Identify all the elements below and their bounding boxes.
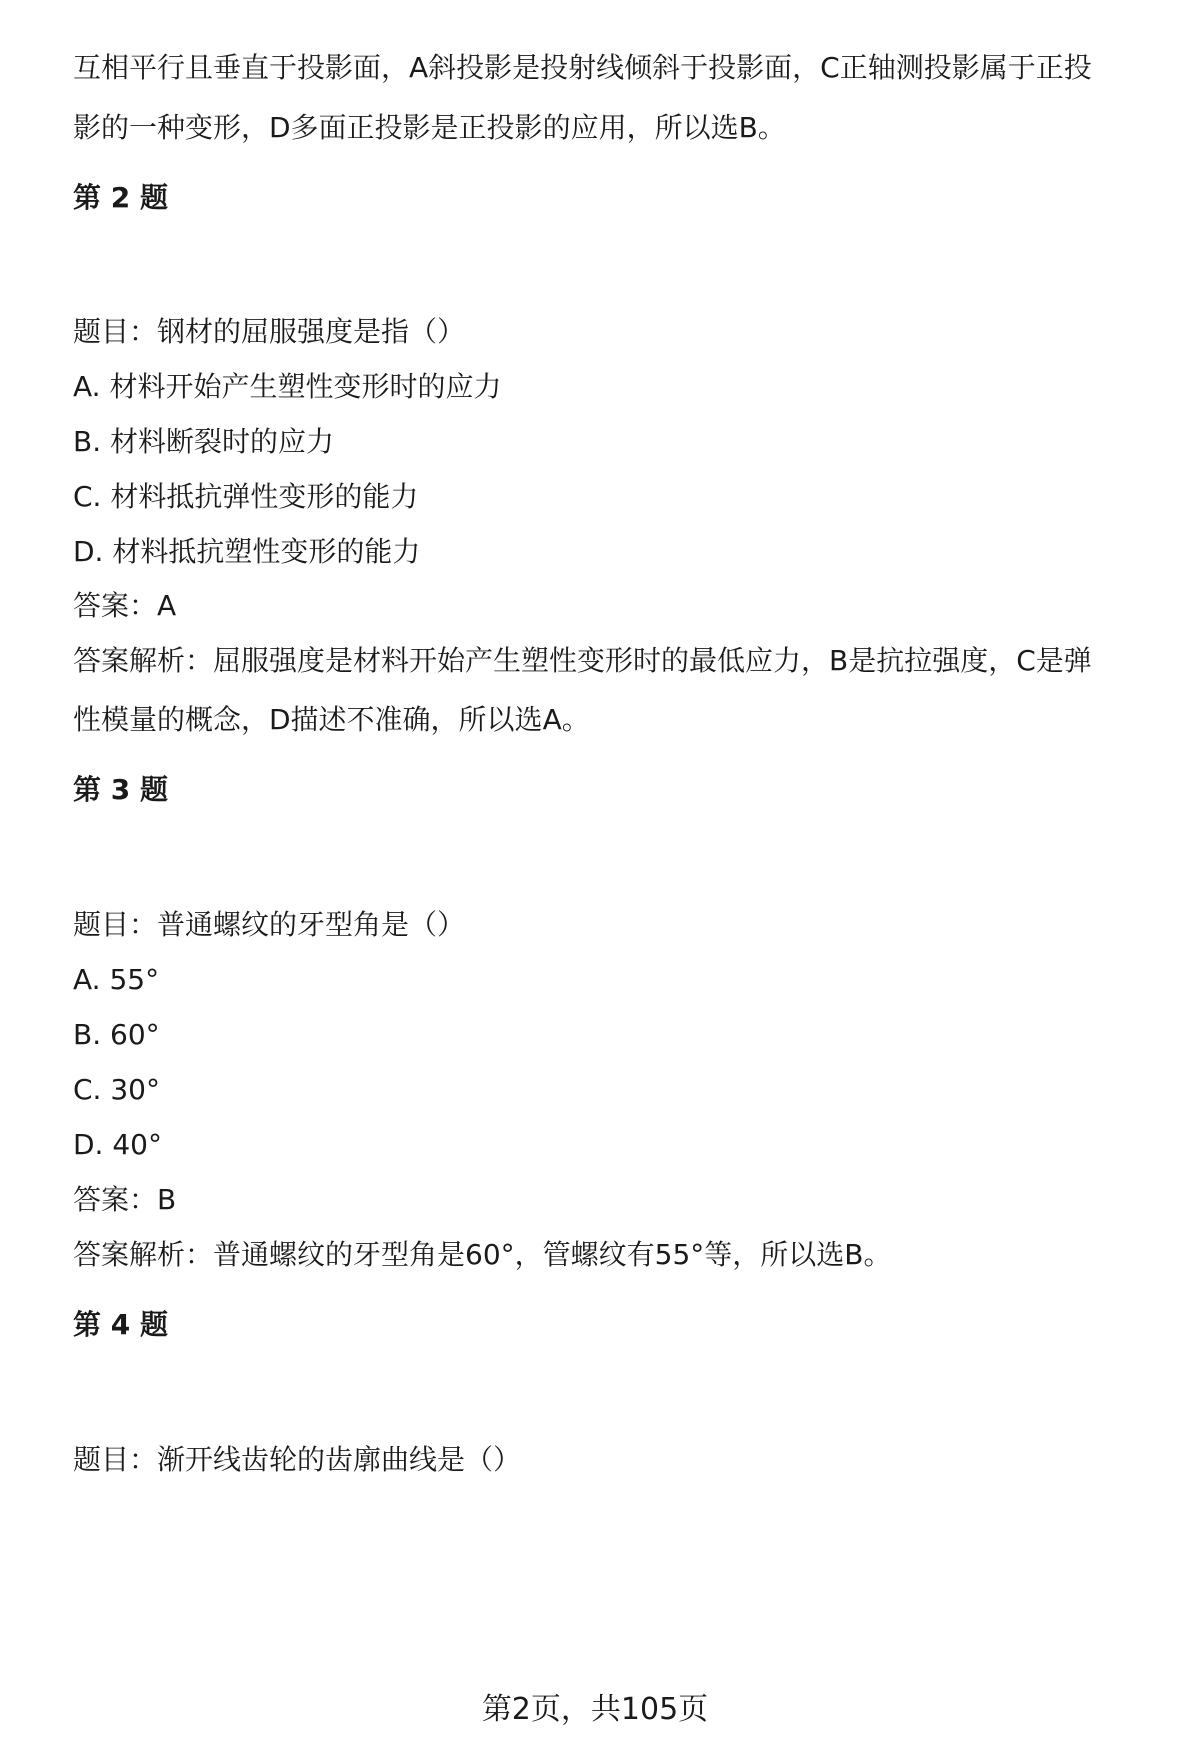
question-2-text: 题目：钢材的屈服强度是指（）: [73, 315, 466, 348]
question-3-option-a: A. 55°: [73, 963, 160, 996]
page-number-footer: 第2页，共105页: [481, 1692, 709, 1727]
question-4-text: 题目：渐开线齿轮的齿廓曲线是（）: [73, 1443, 522, 1476]
intro-text-line-2: 影的一种变形，D多面正投影是正投影的应用，所以选B。: [73, 111, 786, 144]
question-3-analysis-line-1: 答案解析：普通螺纹的牙型角是60°，管螺纹有55°等，所以选B。: [73, 1238, 892, 1271]
question-2-answer: 答案：A: [73, 589, 177, 622]
question-3-answer: 答案：B: [73, 1183, 177, 1216]
question-3-option-b: B. 60°: [73, 1018, 160, 1051]
question-3-option-c: C. 30°: [73, 1073, 160, 1106]
question-2-option-c: C. 材料抵抗弹性变形的能力: [73, 480, 419, 513]
question-2-option-a: A. 材料开始产生塑性变形时的应力: [73, 370, 502, 403]
intro-text-line-1: 互相平行且垂直于投影面，A斜投影是投射线倾斜于投影面，C正轴测投影属于正投: [73, 51, 1092, 84]
question-4-heading: 第 4 题: [73, 1308, 168, 1341]
question-3-heading: 第 3 题: [73, 773, 168, 806]
question-2-analysis-line-1: 答案解析：屈服强度是材料开始产生塑性变形时的最低应力，B是抗拉强度，C是弹: [73, 644, 1092, 677]
question-2-option-b: B. 材料断裂时的应力: [73, 425, 335, 458]
question-3-option-d: D. 40°: [73, 1128, 162, 1161]
question-3-text: 题目：普通螺纹的牙型角是（）: [73, 908, 466, 941]
question-2-heading: 第 2 题: [73, 181, 168, 214]
question-2-option-d: D. 材料抵抗塑性变形的能力: [73, 535, 421, 568]
question-2-analysis-line-2: 性模量的概念，D描述不准确，所以选A。: [73, 703, 590, 736]
